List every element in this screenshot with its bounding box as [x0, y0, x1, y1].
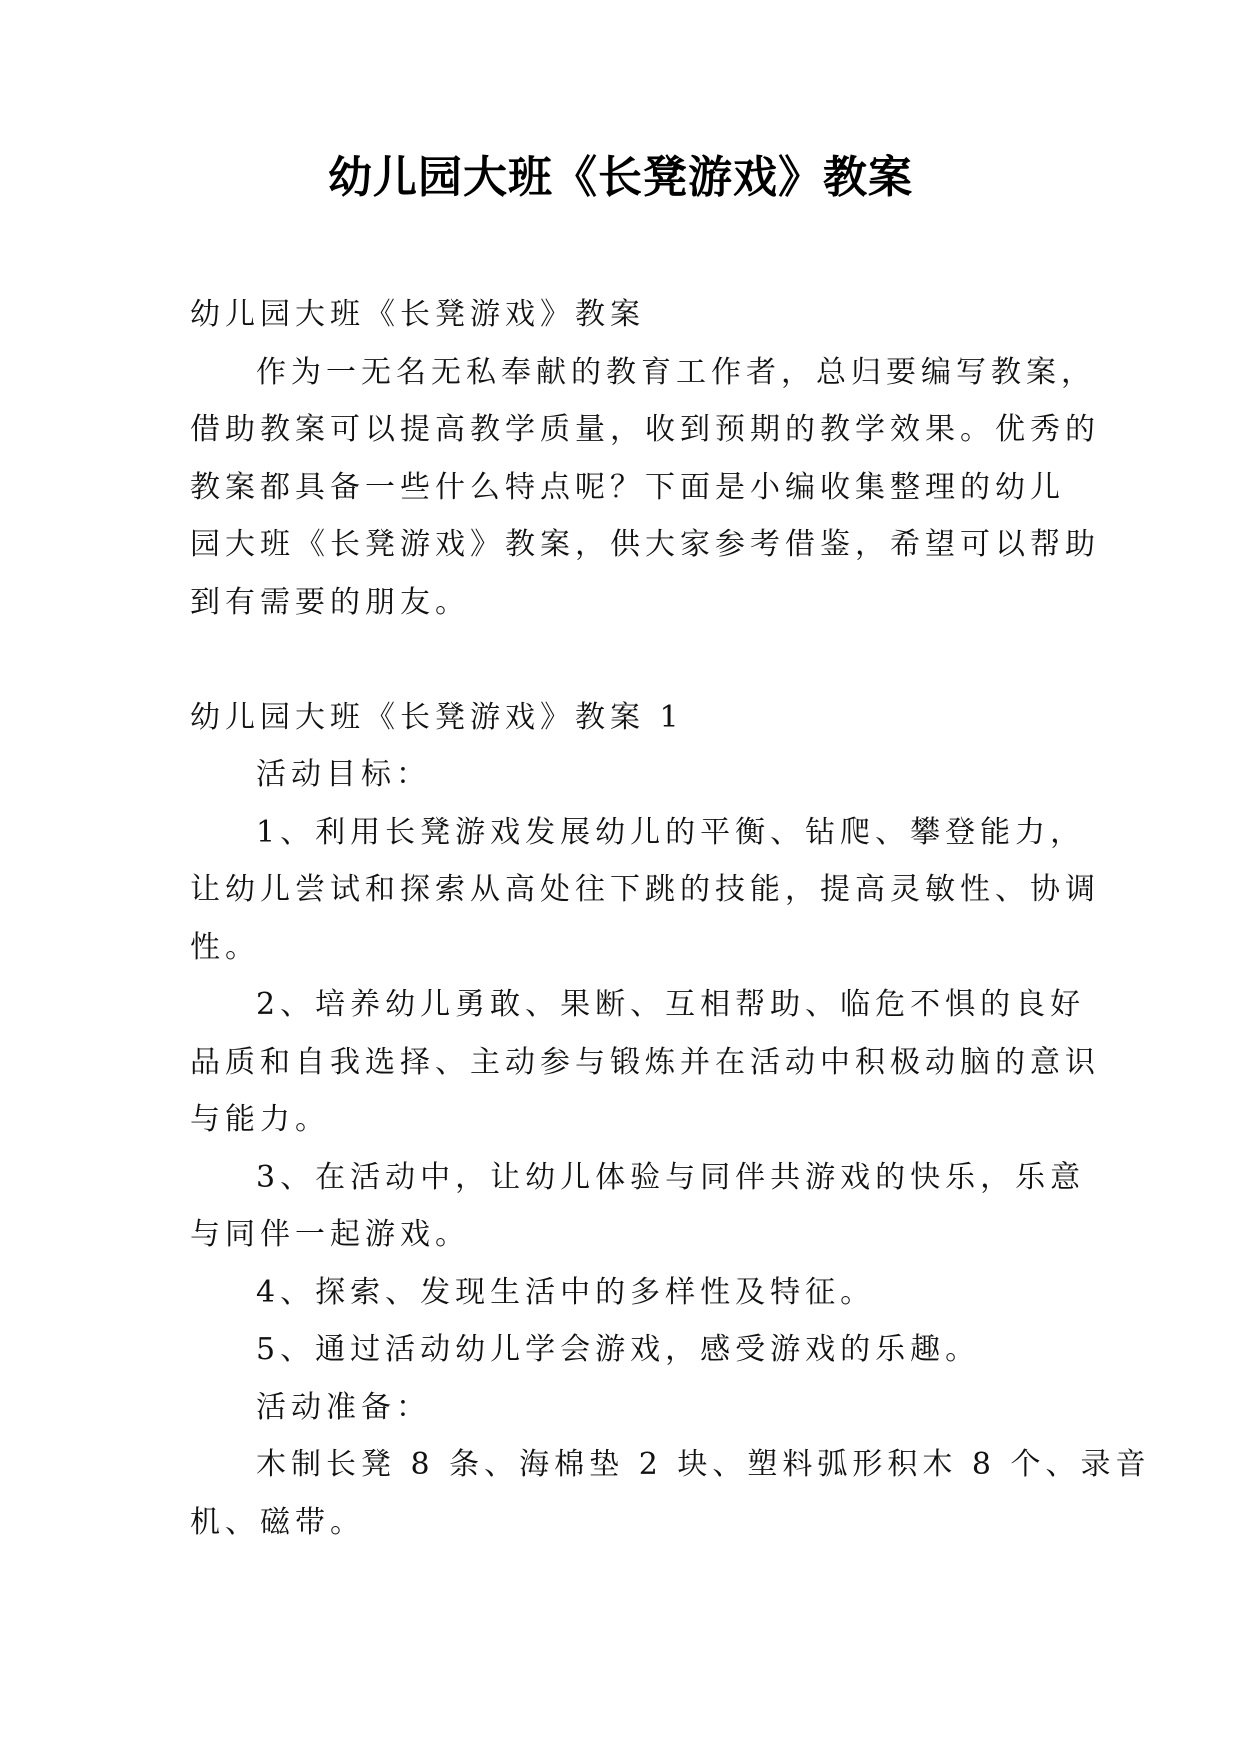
intro-line: 园大班《长凳游戏》教案，供大家参考借鉴，希望可以帮助 [190, 527, 1100, 562]
prep-line: 机、磁带。 [190, 1504, 365, 1540]
paragraph-gap [190, 631, 1050, 689]
goal-3-line: 与同伴一起游戏。 [190, 1217, 470, 1252]
document-body [190, 286, 1151, 1551]
subtitle: 幼儿园大班《长凳游戏》教案 [190, 297, 645, 332]
goal-2-line: 品质和自我选择、主动参与锻炼并在活动中积极动脑的意识 [190, 1044, 1100, 1080]
goal-1-line: 让幼儿尝试和探索从高处往下跳的技能，提高灵敏性、协调 [190, 872, 1100, 907]
goal-1-line: 性。 [190, 929, 260, 965]
goal-3-line: 3、在活动中，让幼儿体验与同伴共游戏的快乐，乐意 [256, 1159, 1086, 1195]
intro-line: 借助教案可以提高教学质量，收到预期的教学效果。优秀的 [190, 412, 1100, 447]
goal-5: 5、通过活动幼儿学会游戏，感受游戏的乐趣。 [256, 1332, 981, 1367]
intro-line: 作为一无名无私奉献的教育工作者，总归要编写教案， [256, 354, 1096, 390]
goal-2-line: 与能力。 [190, 1102, 330, 1137]
intro-line: 到有需要的朋友。 [190, 584, 470, 620]
prep-heading: 活动准备： [256, 1389, 431, 1425]
document-title: 幼儿园大班《长凳游戏》教案 [328, 152, 913, 203]
goal-2-line: 2、培养幼儿勇敢、果断、互相帮助、临危不惧的良好 [256, 987, 1086, 1022]
prep-line: 木制长凳 8 条、海棉垫 2 块、塑料弧形积木 8 个、录音 [256, 1447, 1151, 1482]
goal-1-line: 1、利用长凳游戏发展幼儿的平衡、钻爬、攀登能力， [256, 814, 1086, 850]
intro-line: 教案都具备一些什么特点呢？下面是小编收集整理的幼儿 [190, 469, 1065, 505]
goal-4: 4、探索、发现生活中的多样性及特征。 [256, 1274, 876, 1310]
goals-heading: 活动目标： [256, 757, 431, 792]
section-heading: 幼儿园大班《长凳游戏》教案 1 [190, 699, 684, 735]
